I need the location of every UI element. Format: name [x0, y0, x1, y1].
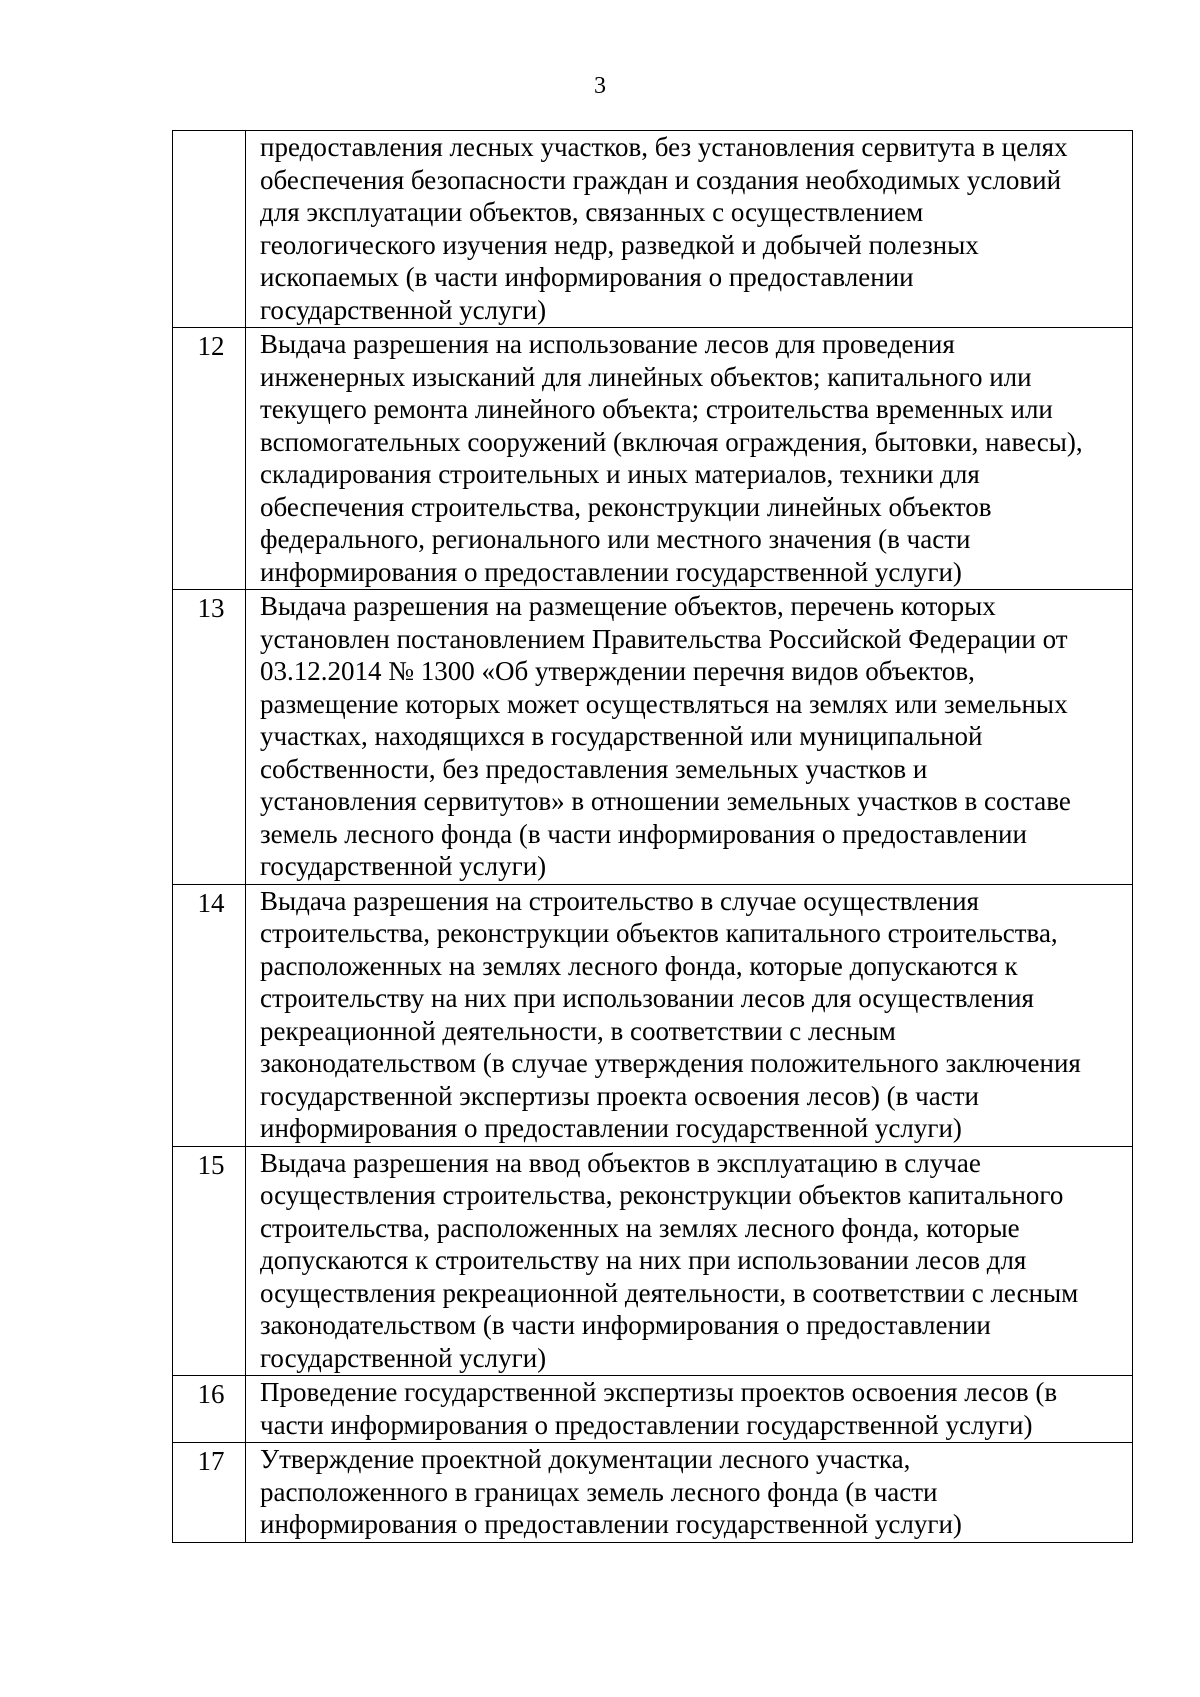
row-number-cell — [173, 131, 246, 328]
row-number-cell — [173, 1376, 246, 1443]
table-row — [173, 1443, 1133, 1543]
table-row — [173, 590, 1133, 885]
table-row — [173, 1146, 1133, 1376]
row-text-cell — [246, 131, 1133, 328]
row-number — [173, 131, 245, 133]
row-description: Выдача разрешения на размещение объектов, перечень которых установлен постановлением Правительства Российской Федерации от 03.12.2014 № 1300 «Об утверждении перечня видов объектов, размещение которых может осуществляться на землях или земельных участках, находящихся в государственной или муниципальной собственности, без предоставления земельных участков и установления сервитутов» в отношении земельных участков в составе земель лесного фонда (в части информирования о предоставлении государственной услуги) — [260, 591, 1071, 881]
table-row — [173, 131, 1133, 328]
row-number: 15 — [197, 1149, 225, 1180]
row-number: 14 — [197, 887, 225, 918]
page-number: 3 — [594, 73, 606, 99]
row-number: 17 — [197, 1446, 225, 1476]
row-number: 12 — [197, 331, 225, 361]
row-number-cell — [173, 590, 246, 885]
row-text-cell — [246, 884, 1133, 1146]
row-text-cell — [246, 1146, 1133, 1376]
row-description: Проведение государственной экспертизы проектов освоения лесов (в части информирования о предоставлении государственной услуги) — [260, 1377, 1058, 1440]
row-text-cell — [246, 1443, 1133, 1543]
row-text-cell — [246, 1376, 1133, 1443]
table-row — [173, 884, 1133, 1146]
row-description: Выдача разрешения на строительство в случае осуществления строительства, реконструкции объектов капитального строительства, расположенных на землях лесного фонда, которые допускаются к строительству на них при использовании лесов для осуществления рекреационной деятельности, в соответствии с лесным законодательством (в случае утверждения положительного заключения государственной экспертизы проекта освоения лесов) (в части информирования о предоставлении государственной услуги) — [260, 885, 1081, 1143]
row-description: Утверждение проектной документации лесного участка, расположенного в границах земель лесного фонда (в части информирования о предоставлении государственной услуги) — [260, 1444, 962, 1539]
row-number-cell — [173, 1443, 246, 1543]
row-text-cell — [246, 590, 1133, 885]
row-number-cell — [173, 328, 246, 590]
row-number-cell — [173, 1146, 246, 1376]
row-text-cell — [246, 328, 1133, 590]
row-number: 16 — [197, 1379, 225, 1409]
row-description: Выдача разрешения на использование лесов для проведения инженерных изысканий для линейных объектов; капитального или текущего ремонта линейного объекта; строительства временных или вспомогательных сооружений (включая ограждения, бытовки, навесы), складирования строительных и иных материалов, техники для обеспечения строительства, реконструкции линейных объектов федерального, регионального или местного значения (в части информирования о предоставлении государственной услуги) — [260, 329, 1083, 587]
table-row — [173, 328, 1133, 590]
row-number-cell — [173, 884, 246, 1146]
services-table — [172, 130, 1133, 1543]
row-description: Выдача разрешения на ввод объектов в эксплуатацию в случае осуществления строительства, реконструкции объектов капитального строительства, расположенных на землях лесного фонда, которые допускаются к строительству на них при использовании лесов для осуществления рекреационной деятельности, в соответствии с лесным законодательством (в части информирования о предоставлении государственной услуги) — [260, 1147, 1079, 1373]
services-table-body — [173, 131, 1133, 1543]
row-description: предоставления лесных участков, без установления сервитута в целях обеспечения безопасности граждан и создания необходимых условий для эксплуатации объектов, связанных с осуществлением геологического изучения недр, разведкой и добычей полезных ископаемых (в части информирования о предоставлении государственной услуги) — [260, 132, 1068, 325]
table-row — [173, 1376, 1133, 1443]
row-number: 13 — [197, 593, 225, 623]
